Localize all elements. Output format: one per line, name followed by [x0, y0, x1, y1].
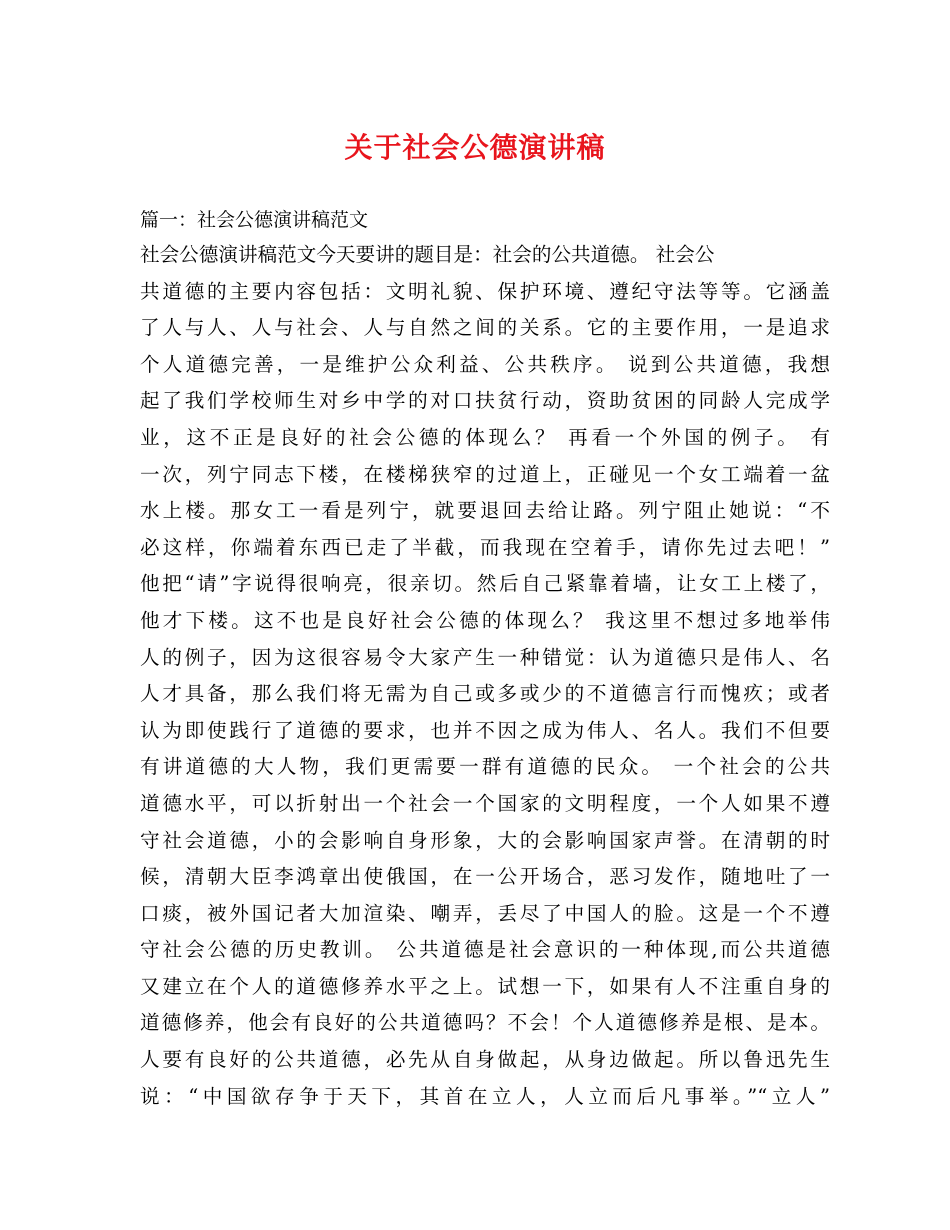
text-line: 共道德的主要内容包括：文明礼貌、保护环境、遵纪守法等等。它涵盖 — [140, 279, 830, 303]
text-line: 他把“请”字说得很响亮，很亲切。然后自己紧靠着墙，让女工上楼了， — [140, 572, 830, 596]
text-line: 社会公德演讲稿范文今天要讲的题目是：社会的公共道德。 社会公 — [140, 243, 715, 266]
text-line: 人的例子，因为这很容易令大家产生一种错觉：认为道德只是伟人、名 — [140, 645, 830, 669]
text-line: 认为即使践行了道德的要求，也并不因之成为伟人、名人。我们不但要 — [140, 718, 830, 742]
text-line: 又建立在个人的道德修养水平之上。试想一下，如果有人不注重自身的 — [140, 974, 830, 998]
text-line: 道德水平，可以折射出一个社会一个国家的文明程度，一个人如果不遵 — [140, 791, 830, 815]
text-line: 人要有良好的公共道德，必先从自身做起，从身边做起。所以鲁迅先生 — [140, 1048, 830, 1072]
text-line: 个人道德完善，一是维护公众利益、公共秩序。 说到公共道德，我想 — [140, 352, 830, 376]
body-text — [140, 237, 830, 1115]
text-line: 水上楼。那女工一看是列宁，就要退回去给让路。列宁阻止她说：“不 — [140, 499, 830, 523]
text-line: 守社会公德的历史教训。 公共道德是社会意识的一种体现,而公共道德 — [140, 938, 830, 962]
text-line: 道德修养，他会有良好的公共道德吗？不会！个人道德修养是根、是本。 — [140, 1011, 830, 1035]
text-line: 有讲道德的大人物，我们更需要一群有道德的民众。 一个社会的公共 — [140, 755, 830, 779]
text-line: 必这样，你端着东西已走了半截，而我现在空着手，请你先过去吧！” — [140, 535, 830, 559]
text-line: 他才下楼。这不也是良好社会公德的体现么？ 我这里不想过多地举伟 — [140, 608, 830, 632]
section-heading: 篇一：社会公德演讲稿范文 — [140, 209, 369, 231]
text-line: 了人与人、人与社会、人与自然之间的关系。它的主要作用，一是追求 — [140, 316, 830, 340]
text-line: 口痰，被外国记者大加渲染、嘲弄，丢尽了中国人的脸。这是一个不遵 — [140, 901, 830, 925]
text-line: 守社会道德，小的会影响自身形象，大的会影响国家声誉。在清朝的时 — [140, 828, 830, 852]
text-line: 说：“中国欲存争于天下，其首在立人，人立而后凡事举。”“立人” — [140, 1084, 830, 1108]
document-title: 关于社会公德演讲稿 — [344, 131, 606, 164]
text-line: 起了我们学校师生对乡中学的对口扶贫行动，资助贫困的同龄人完成学 — [140, 389, 830, 413]
text-line: 一次，列宁同志下楼，在楼梯狭窄的过道上，正碰见一个女工端着一盆 — [140, 462, 830, 486]
text-line: 候，清朝大臣李鸿章出使俄国，在一公开场合，恶习发作，随地吐了一 — [140, 865, 830, 889]
text-line: 人才具备，那么我们将无需为自己或多或少的不道德言行而愧疚；或者 — [140, 682, 830, 706]
text-line: 业，这不正是良好的社会公德的体现么？ 再看一个外国的例子。 有 — [140, 425, 830, 449]
